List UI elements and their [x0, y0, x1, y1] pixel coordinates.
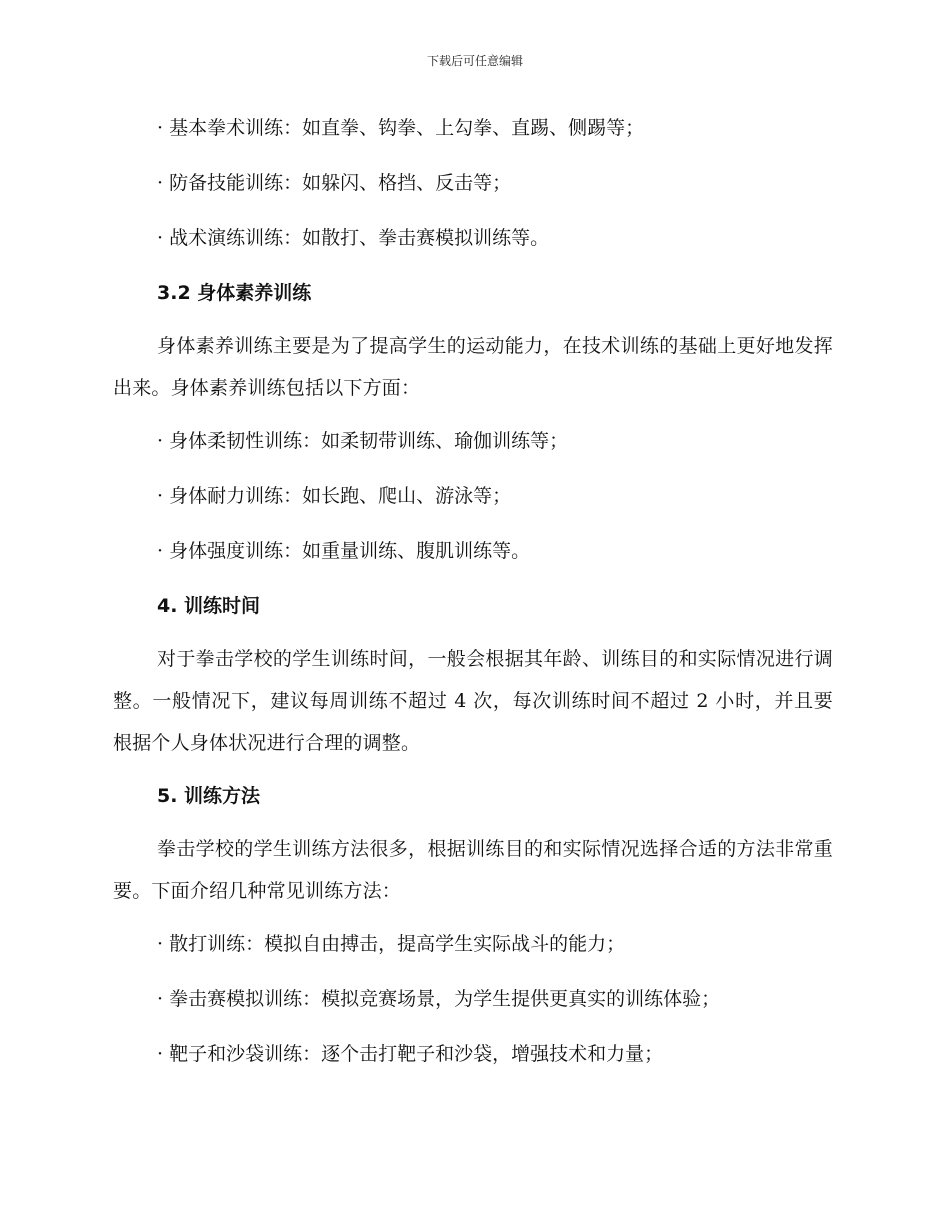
- list-item-match-simulation: · 拳击赛模拟训练：模拟竞赛场景，为学生提供更真实的训练体验；: [157, 988, 721, 1010]
- document-body: [113, 108, 833, 1089]
- paragraph-training-methods: 拳击学校的学生训练方法很多，根据训练目的和实际情况选择合适的方法非常重要。下面介绍几种常见训练方法：: [113, 838, 833, 902]
- paragraph-training-time: 对于拳击学校的学生训练时间，一般会根据其年龄、训练目的和实际情况进行调整。一般情况下，建议每周训练不超过 4 次，每次训练时间不超过 2 小时，并且要根据个人身体状况进行合理的调整。: [113, 648, 833, 754]
- section-heading-training-methods: 5. 训练方法: [157, 785, 261, 807]
- list-item-strength: · 身体强度训练：如重量训练、腹肌训练等。: [157, 540, 531, 562]
- page-header: 下载后可任意编辑: [426, 54, 523, 68]
- list-item-boxing-techniques: · 基本拳术训练：如直拳、钩拳、上勾拳、直踢、侧踢等；: [157, 117, 645, 139]
- list-item-flexibility: · 身体柔韧性训练：如柔韧带训练、瑜伽训练等；: [157, 430, 569, 452]
- list-item-target-sandbag: · 靶子和沙袋训练：逐个击打靶子和沙袋，增强技术和力量；: [157, 1043, 664, 1065]
- list-item-defense-skills: · 防备技能训练：如躲闪、格挡、反击等；: [157, 172, 512, 194]
- paragraph-physical-training: 身体素养训练主要是为了提高学生的运动能力，在技术训练的基础上更好地发挥出来。身体素养训练包括以下方面：: [113, 335, 833, 399]
- section-heading-training-time: 4. 训练时间: [157, 595, 261, 617]
- list-item-endurance: · 身体耐力训练：如长跑、爬山、游泳等；: [157, 485, 512, 507]
- list-item-tactics-drills: · 战术演练训练：如散打、拳击赛模拟训练等。: [157, 227, 550, 249]
- list-item-sanda: · 散打训练：模拟自由搏击，提高学生实际战斗的能力；: [157, 933, 626, 955]
- section-heading-physical-training: 3.2 身体素养训练: [157, 282, 312, 304]
